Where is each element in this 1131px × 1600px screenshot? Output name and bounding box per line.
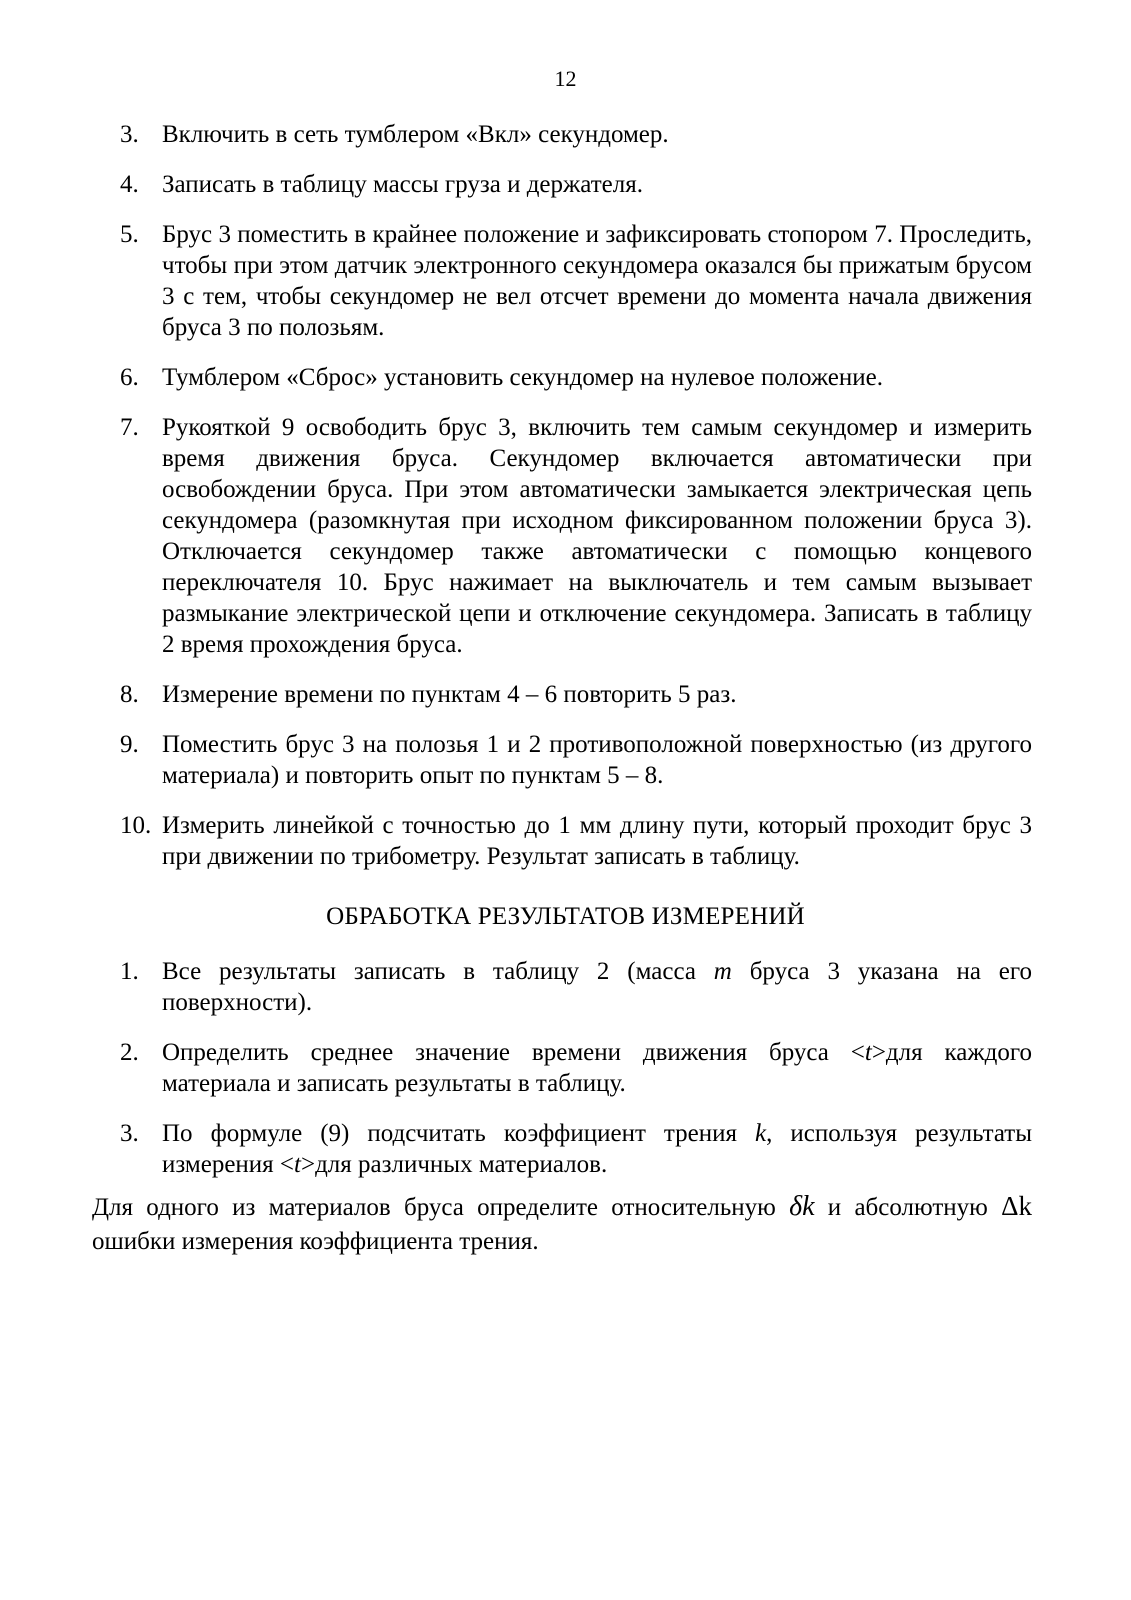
- list-item: [120, 119, 1032, 150]
- list-item: [120, 219, 1032, 343]
- list-item-text: Все результаты записать в таблицу 2 (масса m бруса 3 указана на его поверхности).: [162, 958, 1032, 1016]
- list-item: [120, 169, 1032, 200]
- list-item-text: Тумблером «Сброс» установить секундомер на нулевое положение.: [162, 364, 883, 391]
- list-item-text: Поместить брус 3 на полозья 1 и 2 противоположной поверхностью (из другого материала) и повторить опыт по пунктам 5 – 8.: [162, 731, 1032, 789]
- list-item-number: 5.: [120, 221, 139, 248]
- list-item-number: 1.: [120, 958, 139, 985]
- processing-steps: [120, 956, 1032, 1180]
- list-item-text: Брус 3 поместить в крайнее положение и зафиксировать стопором 7. Проследить, чтобы при этом датчик электронного секундомера оказался бы прижатым брусом 3 с тем, чтобы секундомер не вел отсчет времени до момента начала движения бруса 3 по полозьям.: [162, 221, 1032, 341]
- list-item-text: Измерить линейкой с точностью до 1 мм длину пути, который проходит брус 3 при движении по трибометру. Результат записать в таблицу.: [162, 812, 1032, 870]
- variable-t: t: [864, 1039, 872, 1066]
- list-item-number: 3.: [120, 121, 139, 148]
- list-item-text: Включить в сеть тумблером «Вкл» секундомер.: [162, 121, 669, 148]
- list-item: [120, 1118, 1032, 1180]
- list-item-text: По формуле (9) подсчитать коэффициент трения k, используя результаты измерения <t>для различных материалов.: [162, 1120, 1033, 1178]
- list-item: [120, 362, 1032, 393]
- final-paragraph: Для одного из материалов бруса определите относительную δk и абсолютную Δk ошибки измерения коэффициента трения.: [92, 1191, 1033, 1255]
- list-item-text: Измерение времени по пунктам 4 – 6 повторить 5 раз.: [162, 681, 737, 708]
- list-item-number: 3.: [120, 1120, 139, 1147]
- list-item-number: 7.: [120, 414, 139, 441]
- list-item: [120, 412, 1032, 660]
- list-item: [120, 810, 1032, 872]
- variable-k: k: [755, 1120, 767, 1147]
- list-item: [120, 956, 1032, 1018]
- list-item-text: Определить среднее значение времени движения бруса <t>для каждого материала и записать результаты в таблицу.: [162, 1039, 1033, 1097]
- procedure-steps: [120, 119, 1032, 872]
- relative-error-symbol: δk: [789, 1191, 815, 1222]
- list-item-number: 6.: [120, 364, 139, 391]
- list-item: [120, 679, 1032, 710]
- page-number: 12: [554, 66, 577, 91]
- list-item: [120, 1037, 1032, 1099]
- list-item-text: Записать в таблицу массы груза и держателя.: [162, 171, 643, 198]
- list-item-number: 10.: [120, 812, 152, 839]
- variable-m: m: [713, 958, 732, 985]
- absolute-error-symbol: Δk: [1001, 1191, 1033, 1221]
- section-heading: ОБРАБОТКА РЕЗУЛЬТАТОВ ИЗМЕРЕНИЙ: [326, 903, 805, 930]
- list-item: [120, 729, 1032, 791]
- list-item-number: 9.: [120, 731, 139, 758]
- variable-t: t: [294, 1151, 301, 1178]
- list-item-number: 4.: [120, 171, 139, 198]
- list-item-number: 8.: [120, 681, 139, 708]
- list-item-number: 2.: [120, 1039, 139, 1066]
- list-item-text: Рукояткой 9 освободить брус 3, включить тем самым секундомер и измерить время движения бруса. Секундомер включается автоматически при освобождении бруса. При этом автоматически замыкается электрическая цепь секундомера (разомкнутая при исходном фиксированном положении бруса 3). Отключается секундомер также автоматически с помощью концевого переключателя 10. Брус нажимает на выключатель и тем самым вызывает размыкание электрической цепи и отключение секундомера. Записать в таблицу 2 время прохождения бруса.: [162, 414, 1032, 658]
